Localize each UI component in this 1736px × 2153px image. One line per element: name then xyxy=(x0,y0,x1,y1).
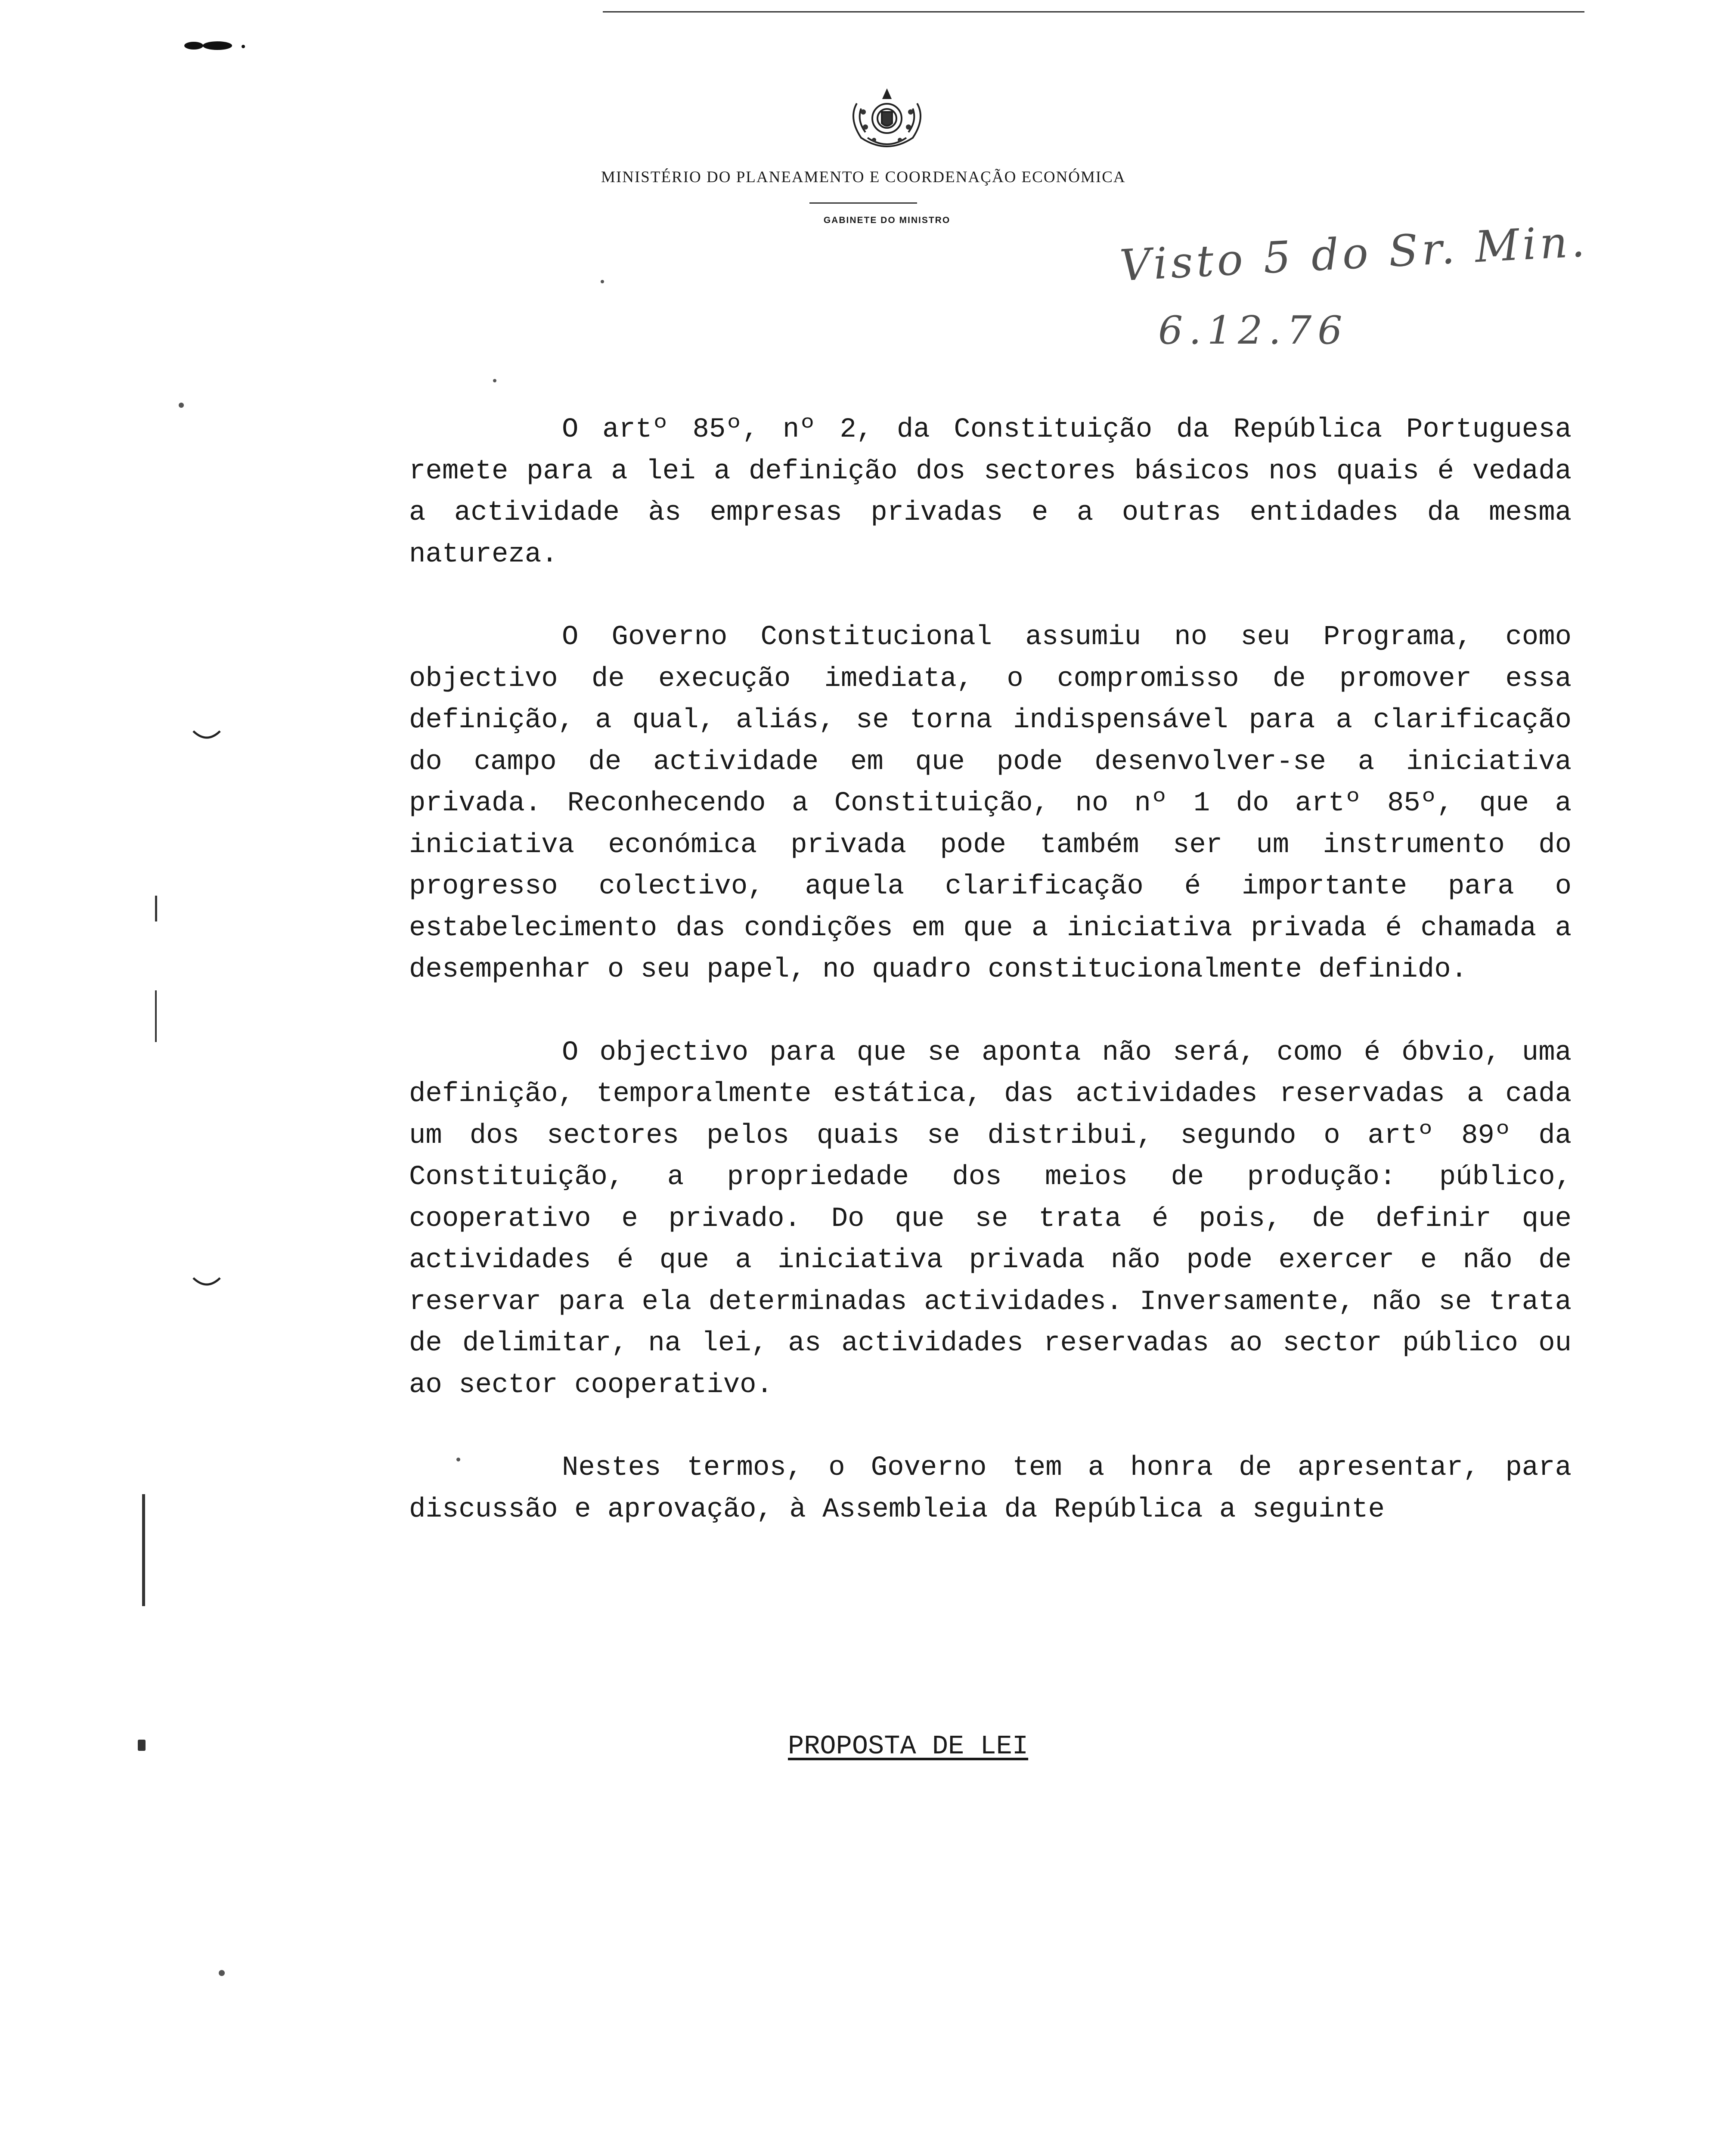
ministry-name: MINISTÉRIO DO PLANEAMENTO E COORDENAÇÃO ECONÓMICA xyxy=(601,168,1126,186)
section-heading: PROPOSTA DE LEI xyxy=(788,1731,1029,1762)
paragraph-1: O artº 85º, nº 2, da Constituição da República Portuguesa remete para a lei a definição dos sectores básicos nos quais é vedada a actividade às empresas privadas e a outras entidades da mesma natureza. xyxy=(409,414,1572,570)
office-name: GABINETE DO MINISTRO xyxy=(823,215,951,225)
paragraph-3: O objectivo para que se aponta não será, como é óbvio, uma definição, temporalmente estática, das actividades reservadas a cada um dos sectores pelos quais se distribui, segundo o artº 89º da Constituição, a propriedade dos meios de produção: público, cooperativo e privado. Do que se trata é pois, de definir que actividades é que a iniciativa privada não pode exercer e não de reservar para ela determinadas actividades. Inversamente, não se trata de delimitar, na lei, as actividades reservadas ao sector público ou ao sector cooperativo. xyxy=(409,1037,1572,1401)
scan-speck xyxy=(219,1970,225,1976)
scan-edge-mark xyxy=(138,1740,146,1751)
scan-edge-mark xyxy=(181,40,250,52)
punch-hole-mark xyxy=(192,1275,222,1292)
coat-of-arms-emblem xyxy=(844,86,930,151)
top-edge-rule xyxy=(603,11,1584,12)
scan-edge-mark xyxy=(142,1494,145,1606)
scan-edge-mark xyxy=(155,896,157,921)
paragraph-4: Nestes termos, o Governo tem a honra de apresentar, para discussão e aprovação, à Assembleia da República a seguinte xyxy=(409,1452,1572,1525)
scan-speck xyxy=(601,280,604,283)
document-body xyxy=(409,409,1572,1572)
scan-speck xyxy=(179,403,184,408)
scan-speck xyxy=(456,1458,460,1461)
punch-hole-mark xyxy=(192,728,222,745)
scan-speck xyxy=(493,379,496,382)
paragraph-2: O Governo Constitucional assumiu no seu Programa, como objectivo de execução imediata, o compromisso de promover essa definição, a qual, aliás, se torna indispensável para a clarificação do campo de actividade em que pode desenvolver-se a iniciativa privada. Reconhecendo a Constituição, no nº 1 do artº 85º, que a iniciativa económica privada pode também ser um instrumento do progresso colectivo, aquela clarificação é importante para o estabelecimento das condições em que a iniciativa privada é chamada a desempenhar o seu papel, no quadro constitucionalmente definido. xyxy=(409,622,1572,985)
handwritten-annotation xyxy=(1118,216,1590,370)
annotation-line-1: Visto 5 do Sr. Min. xyxy=(1118,216,1590,291)
annotation-line-2: 6.12.76 xyxy=(1158,308,1348,353)
scan-edge-mark xyxy=(155,990,157,1042)
header-divider xyxy=(809,202,917,204)
